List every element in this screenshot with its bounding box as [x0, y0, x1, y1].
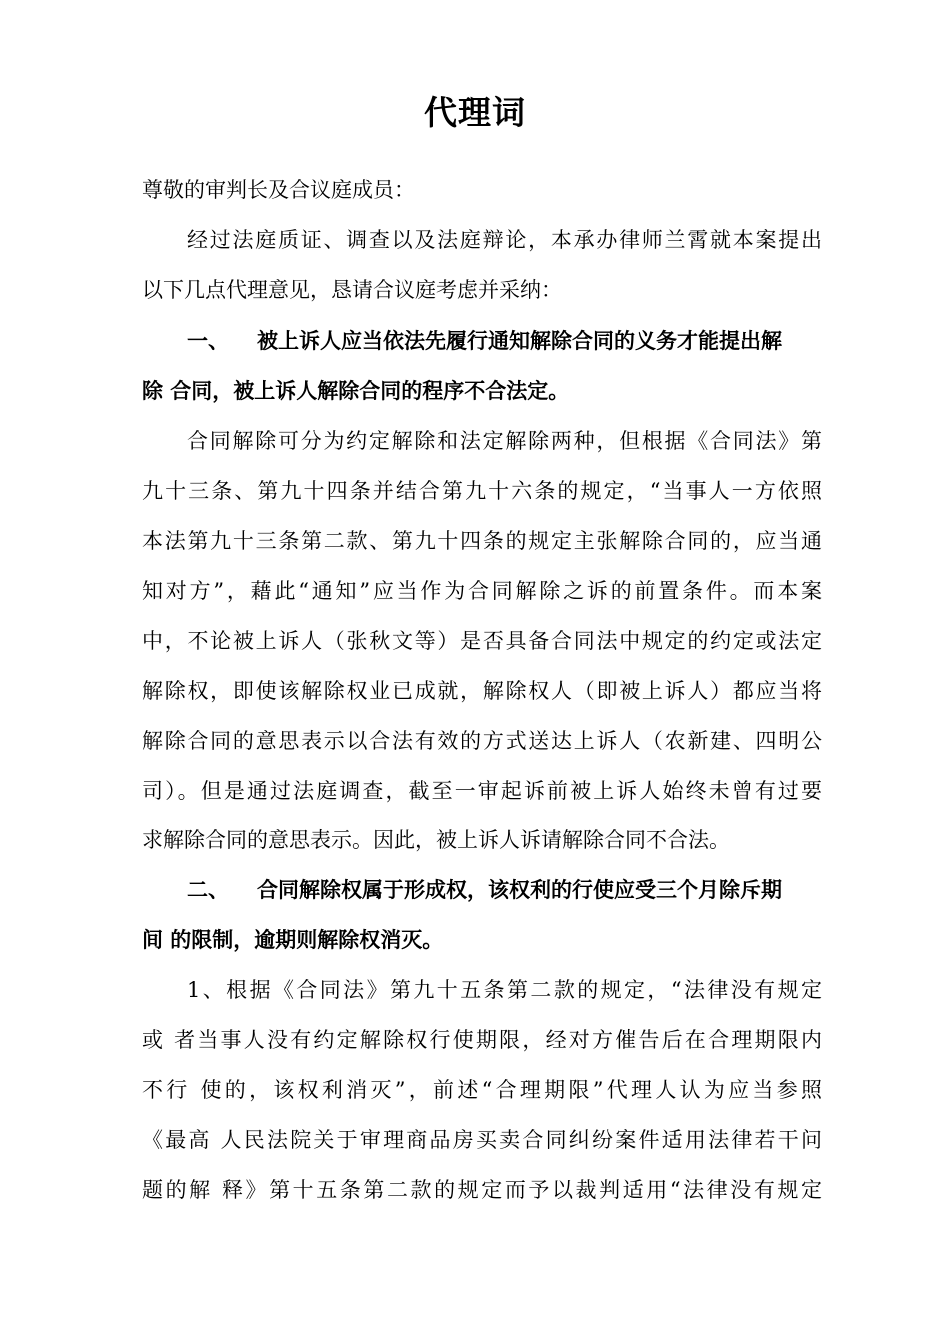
section2-number: 二、 — [187, 877, 229, 902]
section1-body-line-5: 中，不论被上诉人（张秋文等）是否具备合同法中规定的约定或法定 — [142, 629, 822, 653]
section2-heading-line-1 — [187, 872, 822, 908]
section1-body-line-1: 合同解除可分为约定解除和法定解除两种，但根据《合同法》第 — [187, 429, 822, 453]
section1-body-line-4: 知对方”，藉此“通知”应当作为合同解除之诉的前置条件。而本案 — [142, 579, 822, 603]
section2-body-line-2: 或 者当事人没有约定解除权行使期限，经对方催告后在合理期限内 — [142, 1028, 822, 1052]
section1-body-line-7: 解除合同的意思表示以合法有效的方式送达上诉人（农新建、四明公 — [142, 729, 822, 753]
intro-line-1: 经过法庭质证、调查以及法庭辩论，本承办律师兰霄就本案提出 — [187, 228, 822, 252]
document-title: 代理词 — [424, 93, 526, 132]
section1-heading-text: 被上诉人应当依法先履行通知解除合同的义务才能提出解 — [257, 328, 782, 353]
section1-heading-line-1 — [187, 323, 822, 359]
section1-body-line-9: 求解除合同的意思表示。因此，被上诉人诉请解除合同不合法。 — [142, 828, 730, 852]
section2-body-line-4: 《最高 人民法院关于审理商品房买卖合同纠纷案件适用法律若干问 — [142, 1128, 822, 1152]
section2-heading-text: 合同解除权属于形成权，该权利的行使应受三个月除斥期 — [257, 877, 782, 902]
section2-body-line-5: 题的解 释》第十五条第二款的规定而予以裁判适用“法律没有规定 — [142, 1178, 822, 1202]
intro-line-2: 以下几点代理意见，恳请合议庭考虑并采纳： — [142, 278, 562, 302]
section1-body-line-6: 解除权，即使该解除权业已成就，解除权人（即被上诉人）都应当将 — [142, 679, 822, 703]
section2-body-line-3: 不行 使的，该权利消灭”，前述“合理期限”代理人认为应当参照 — [142, 1078, 822, 1102]
salutation: 尊敬的审判长及合议庭成员： — [142, 178, 415, 202]
section1-body-line-8: 司）。但是通过法庭调查，截至一审起诉前被上诉人始终未曾有过要 — [142, 779, 822, 803]
section1-body-line-3: 本法第九十三条第二款、第九十四条的规定主张解除合同的，应当通 — [142, 529, 822, 553]
section1-body-line-2: 九十三条、第九十四条并结合第九十六条的规定，“当事人一方依照 — [142, 479, 822, 503]
section1-heading-line-2: 除 合同，被上诉人解除合同的程序不合法定。 — [142, 378, 570, 403]
section1-number: 一、 — [187, 328, 229, 353]
section2-heading-line-2: 间 的限制，逾期则解除权消灭。 — [142, 927, 444, 952]
section2-body-line-1: 1、根据《合同法》第九十五条第二款的规定，“法律没有规定 — [187, 978, 822, 1002]
